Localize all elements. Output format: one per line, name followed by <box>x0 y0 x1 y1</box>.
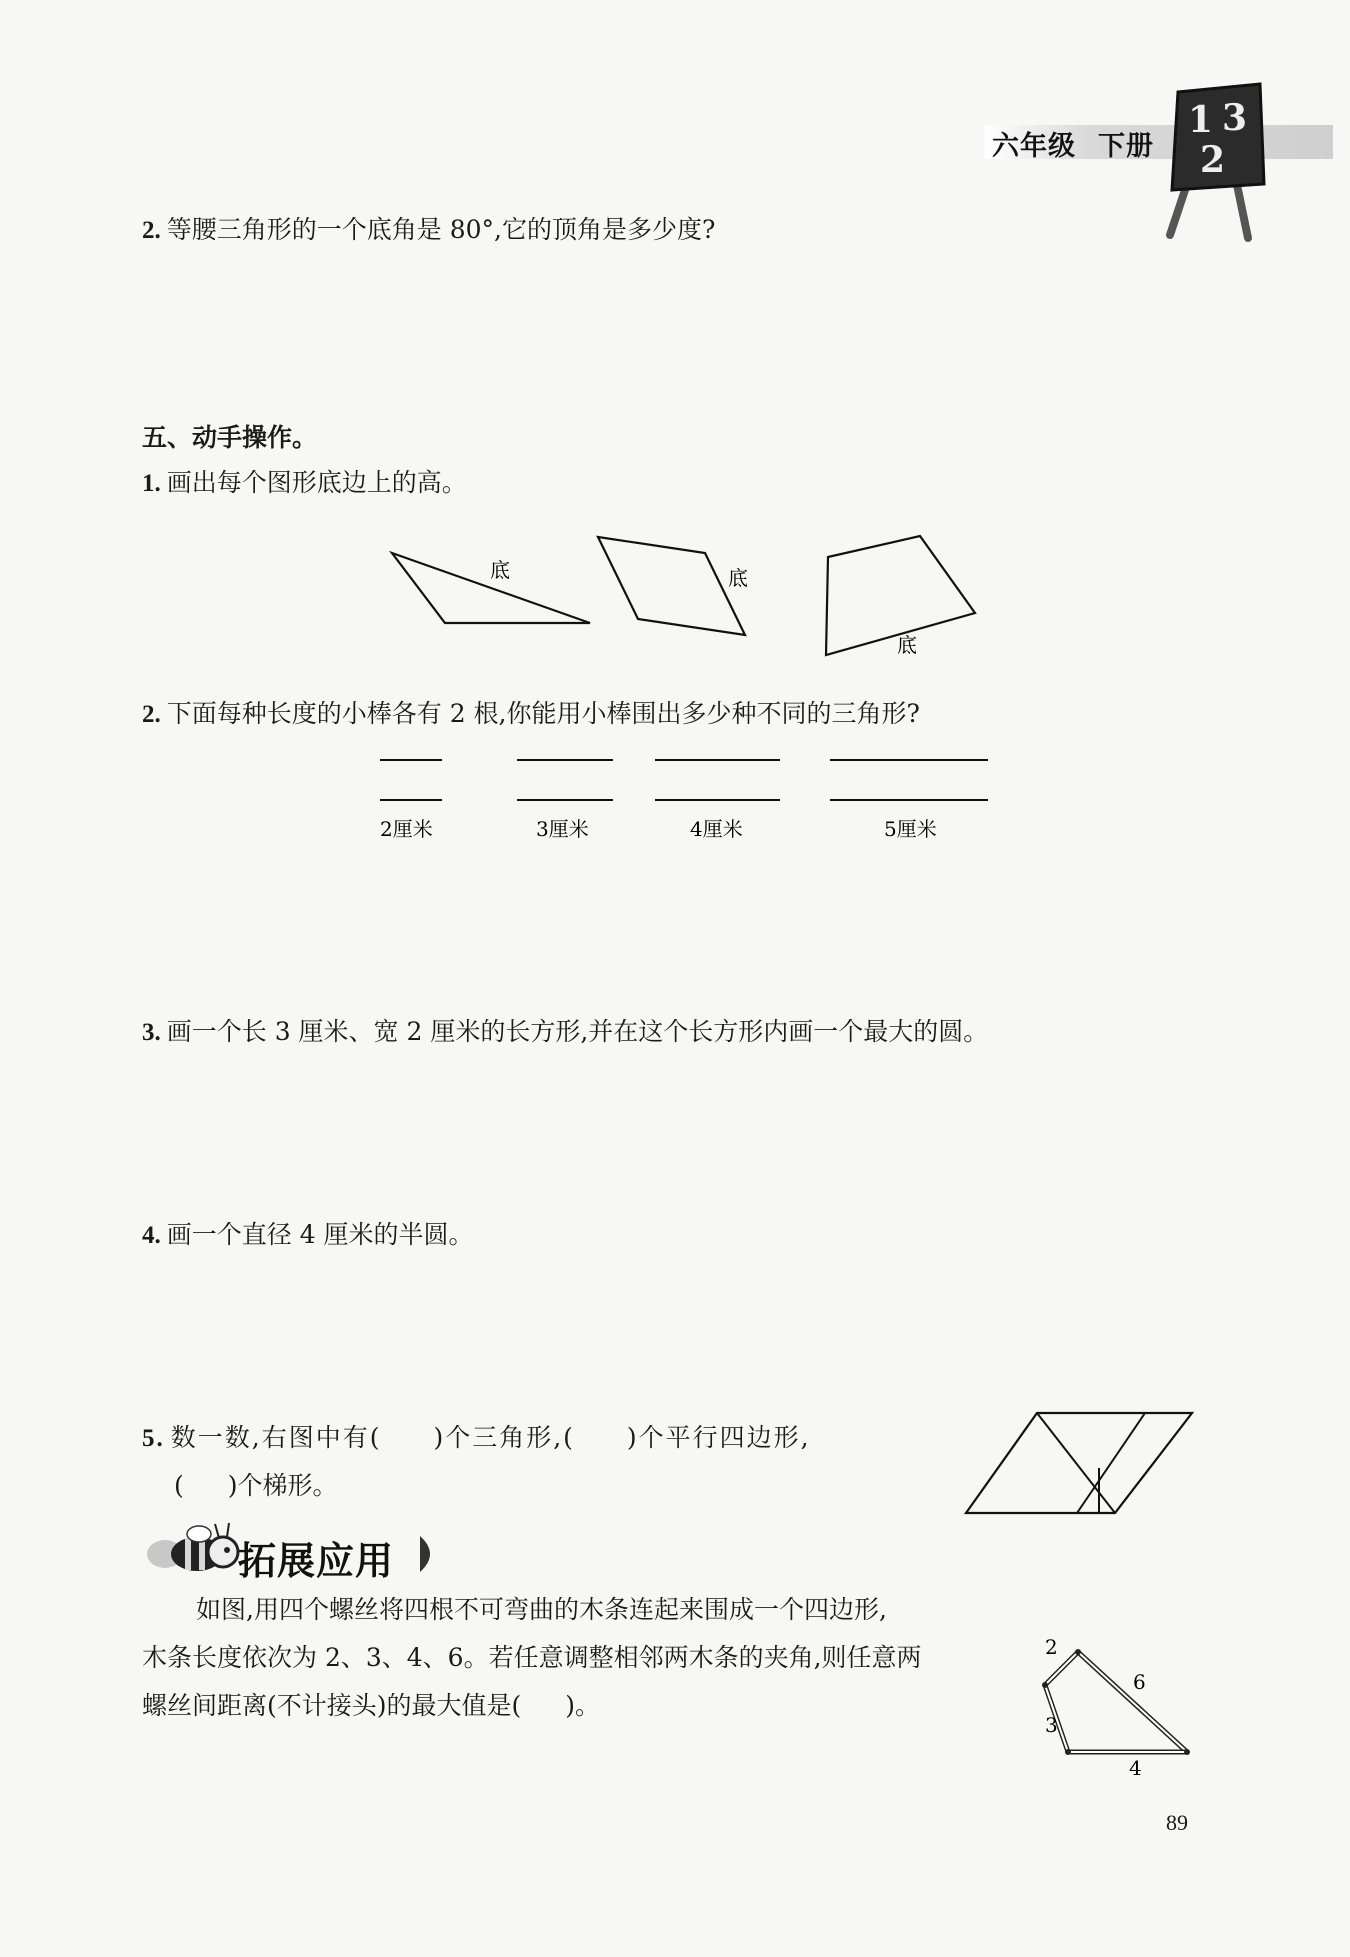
diagonal-line <box>1037 1413 1115 1513</box>
page-number: 89 <box>1166 1810 1188 1835</box>
stick-label-2cm: 2厘米 <box>380 817 433 841</box>
question-text-part4: ( <box>174 1471 184 1500</box>
extension-line-1: 如图,用四个螺丝将四根不可弯曲的木条连起来围成一个四边形, <box>196 1595 887 1624</box>
bee-icon <box>137 1520 247 1580</box>
volume-label: 下册 <box>1098 131 1154 162</box>
question-text-part3: )个平行四边形, <box>626 1423 811 1452</box>
shapes-figure <box>380 525 990 665</box>
question-number: 3. <box>142 1019 161 1046</box>
s5-question-2 <box>142 697 920 732</box>
base-label-triangle: 底 <box>490 558 510 582</box>
base-label-parallelogram: 底 <box>728 566 748 590</box>
side-label-6: 6 <box>1133 1670 1146 1694</box>
s5-question-4 <box>142 1218 474 1253</box>
chalkboard-logo-icon <box>1160 80 1270 245</box>
logo-digit-1: 1 <box>1188 99 1214 141</box>
extension-line-3 <box>142 1689 600 1723</box>
stick-label-4cm: 4厘米 <box>690 817 743 841</box>
question-text-part5: )个梯形。 <box>227 1471 338 1500</box>
section-title: 五、动手操作。 <box>142 423 318 452</box>
extension-line-3-text: 螺丝间距离(不计接头)的最大值是( <box>142 1691 522 1720</box>
s5-question-3 <box>142 1015 988 1050</box>
grade-label: 六年级 <box>992 131 1076 162</box>
question-number: 5. <box>142 1425 165 1452</box>
question-text: 画一个直径 4 厘米的半圆。 <box>166 1220 474 1249</box>
extension-line-3-end: )。 <box>565 1691 601 1720</box>
question-number: 2. <box>142 701 161 728</box>
question-text: 画出每个图形底边上的高。 <box>166 468 467 497</box>
s5-question-5-line1 <box>142 1421 811 1456</box>
header-title <box>992 124 1154 163</box>
side-label-2: 2 <box>1045 1635 1058 1659</box>
stick-label-3cm: 3厘米 <box>536 817 589 841</box>
title-end-cap-icon <box>418 1533 440 1575</box>
question-text: 等腰三角形的一个底角是 80°,它的顶角是多少度? <box>166 215 716 244</box>
parallelogram-shape <box>598 537 745 635</box>
question-text-part1: 数一数,右图中有( <box>170 1423 382 1452</box>
question-number: 2. <box>142 217 161 244</box>
base-label-trapezoid: 底 <box>897 633 917 657</box>
question-text: 下面每种长度的小棒各有 2 根,你能用小棒围出多少种不同的三角形? <box>166 699 920 728</box>
slant-line <box>1077 1413 1145 1513</box>
question-number: 1. <box>142 470 161 497</box>
question-text-part2: )个三角形,( <box>433 1423 575 1452</box>
question-2-top <box>142 213 715 248</box>
question-number: 4. <box>142 1222 161 1249</box>
logo-digit-3: 3 <box>1222 97 1248 139</box>
s5-question-5-line2 <box>174 1469 338 1503</box>
extension-title: 拓展应用 <box>238 1539 395 1583</box>
outer-parallelogram <box>966 1413 1192 1513</box>
stick-label-5cm: 5厘米 <box>884 817 937 841</box>
counting-figure <box>960 1405 1200 1520</box>
extension-line-2: 木条长度依次为 2、3、4、6。若任意调整相邻两木条的夹角,则任意两 <box>142 1643 922 1672</box>
sticks-figure <box>370 745 1000 855</box>
side-label-3: 3 <box>1045 1713 1058 1737</box>
logo-digit-2: 2 <box>1200 139 1226 181</box>
question-text: 画一个长 3 厘米、宽 2 厘米的长方形,并在这个长方形内画一个最大的圆。 <box>166 1017 989 1046</box>
wood-strip-figure <box>1030 1630 1200 1780</box>
side-label-4: 4 <box>1129 1756 1142 1780</box>
s5-question-1 <box>142 466 467 501</box>
